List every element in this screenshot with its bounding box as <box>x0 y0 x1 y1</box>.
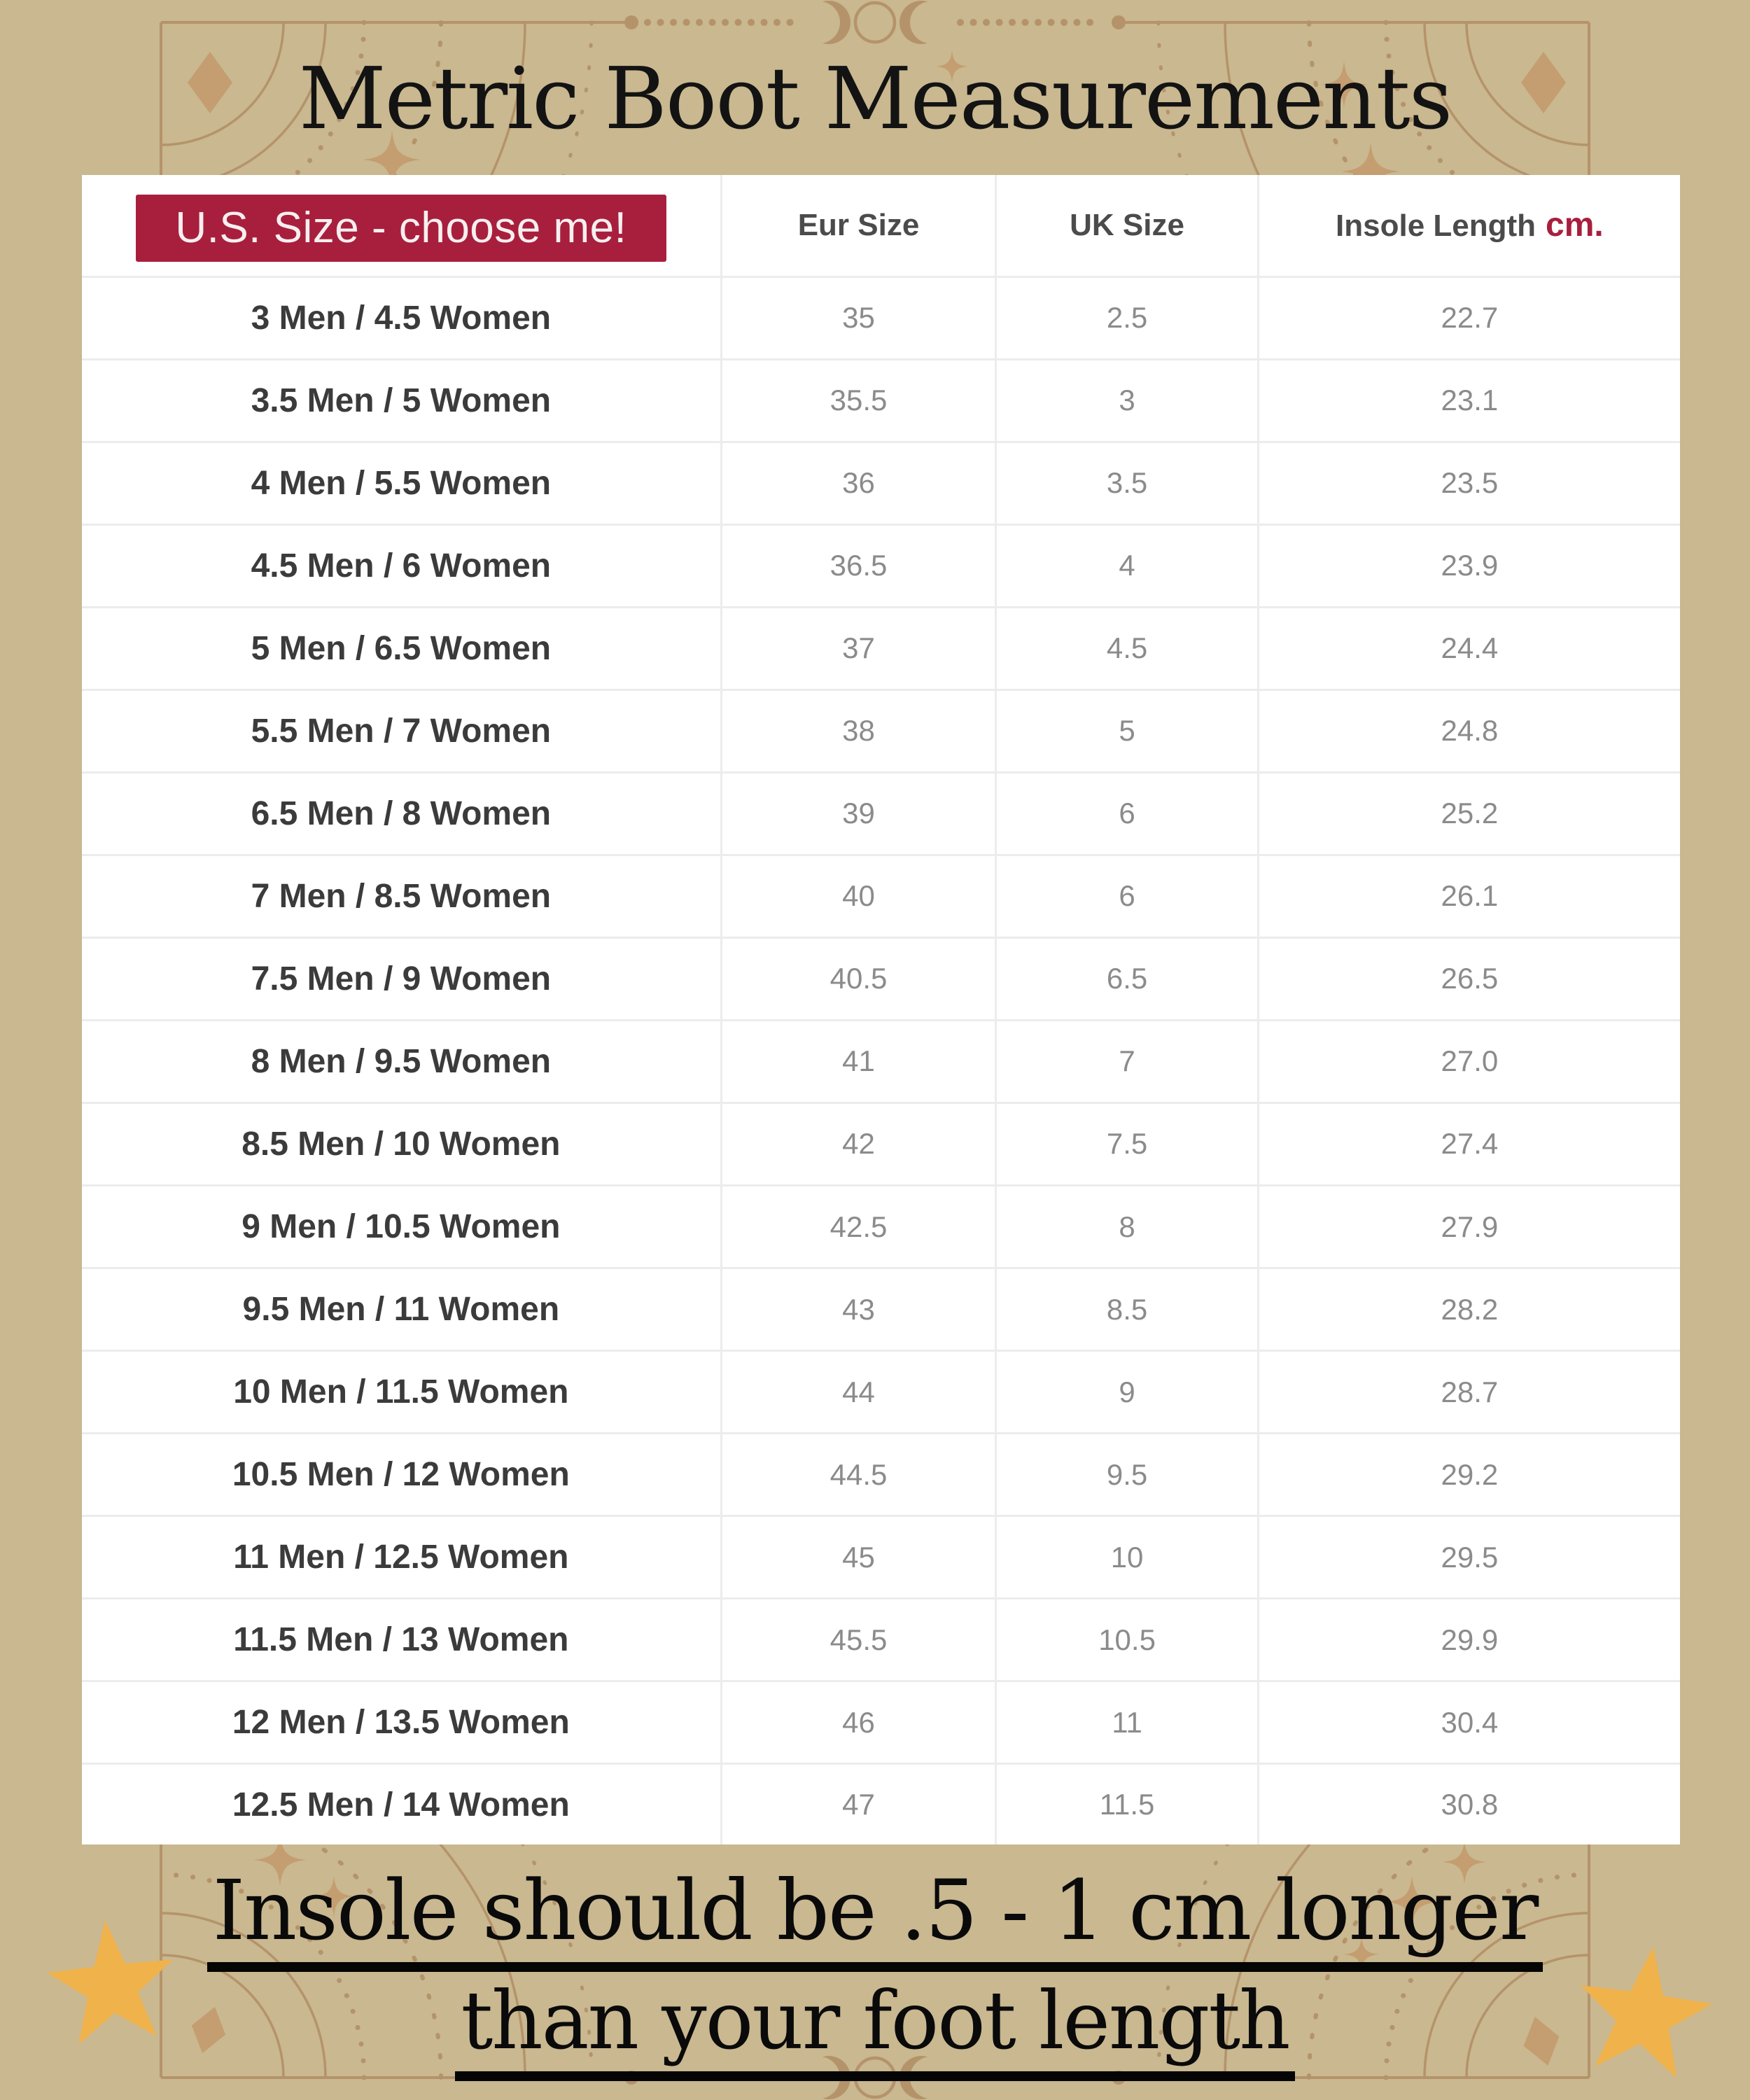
insole-length-cell: 24.4 <box>1258 607 1680 690</box>
uk-size-cell: 2.5 <box>996 276 1258 359</box>
us-size-cell: 10 Men / 11.5 Women <box>82 1351 721 1434</box>
uk-size-cell: 8.5 <box>996 1268 1258 1351</box>
table-row <box>82 1268 1680 1351</box>
eur-size-cell: 38 <box>721 690 996 772</box>
eur-size-cell: 40 <box>721 855 996 937</box>
size-table <box>82 175 1680 1844</box>
table-row <box>82 1102 1680 1185</box>
table-row <box>82 1351 1680 1434</box>
us-size-cell: 4 Men / 5.5 Women <box>82 442 721 524</box>
table-row <box>82 937 1680 1020</box>
us-size-cell: 7 Men / 8.5 Women <box>82 855 721 937</box>
us-size-cell: 6.5 Men / 8 Women <box>82 772 721 855</box>
insole-length-cell: 28.7 <box>1258 1351 1680 1434</box>
uk-size-cell: 8 <box>996 1186 1258 1268</box>
insole-length-cell: 23.1 <box>1258 359 1680 442</box>
eur-size-cell: 35.5 <box>721 359 996 442</box>
us-size-cell: 4.5 Men / 6 Women <box>82 524 721 607</box>
uk-size-cell: 6.5 <box>996 937 1258 1020</box>
eur-size-cell: 36 <box>721 442 996 524</box>
us-size-badge[interactable]: U.S. Size - choose me! <box>136 195 666 262</box>
table-row <box>82 524 1680 607</box>
us-size-cell: 3 Men / 4.5 Women <box>82 276 721 359</box>
us-size-cell: 12 Men / 13.5 Women <box>82 1681 721 1764</box>
eur-size-cell: 40.5 <box>721 937 996 1020</box>
table-row <box>82 1516 1680 1599</box>
eur-size-cell: 36.5 <box>721 524 996 607</box>
header-insole-length <box>1258 175 1680 276</box>
eur-size-cell: 37 <box>721 607 996 690</box>
table-row <box>82 1434 1680 1516</box>
table-row <box>82 1020 1680 1102</box>
table-row <box>82 1186 1680 1268</box>
page-title: Metric Boot Measurements <box>298 49 1452 148</box>
eur-size-cell: 45 <box>721 1516 996 1599</box>
footer-line-1: Insole should be .5 - 1 cm longer <box>207 1866 1544 1972</box>
eur-size-cell: 46 <box>721 1681 996 1764</box>
us-size-cell: 10.5 Men / 12 Women <box>82 1434 721 1516</box>
us-size-cell: 9.5 Men / 11 Women <box>82 1268 721 1351</box>
insole-length-cell: 23.9 <box>1258 524 1680 607</box>
uk-size-cell: 9.5 <box>996 1434 1258 1516</box>
uk-size-cell: 11.5 <box>996 1764 1258 1844</box>
insole-length-cell: 29.2 <box>1258 1434 1680 1516</box>
eur-size-cell: 35 <box>721 276 996 359</box>
us-size-cell: 5.5 Men / 7 Women <box>82 690 721 772</box>
insole-length-cell: 27.4 <box>1258 1102 1680 1185</box>
uk-size-cell: 7 <box>996 1020 1258 1102</box>
eur-size-cell: 45.5 <box>721 1599 996 1681</box>
eur-size-cell: 43 <box>721 1268 996 1351</box>
header-uk-size: UK Size <box>996 175 1258 276</box>
uk-size-cell: 9 <box>996 1351 1258 1434</box>
footer-line-2: than your foot length <box>455 1977 1294 2080</box>
uk-size-cell: 6 <box>996 772 1258 855</box>
eur-size-cell: 41 <box>721 1020 996 1102</box>
insole-length-cell: 30.4 <box>1258 1681 1680 1764</box>
eur-size-cell: 44 <box>721 1351 996 1434</box>
us-size-cell: 5 Men / 6.5 Women <box>82 607 721 690</box>
eur-size-cell: 47 <box>721 1764 996 1844</box>
header-us-size <box>82 175 721 276</box>
table-row <box>82 1681 1680 1764</box>
table-row <box>82 690 1680 772</box>
insole-length-cell: 29.5 <box>1258 1516 1680 1599</box>
uk-size-cell: 3.5 <box>996 442 1258 524</box>
table-row <box>82 1599 1680 1681</box>
insole-unit: cm. <box>1546 206 1604 244</box>
size-table-sheet <box>82 175 1680 1844</box>
us-size-cell: 11.5 Men / 13 Women <box>82 1599 721 1681</box>
table-row <box>82 607 1680 690</box>
insole-length-cell: 30.8 <box>1258 1764 1680 1844</box>
eur-size-cell: 42 <box>721 1102 996 1185</box>
table-row <box>82 772 1680 855</box>
insole-length-cell: 26.5 <box>1258 937 1680 1020</box>
us-size-cell: 3.5 Men / 5 Women <box>82 359 721 442</box>
us-size-cell: 11 Men / 12.5 Women <box>82 1516 721 1599</box>
us-size-cell: 9 Men / 10.5 Women <box>82 1186 721 1268</box>
uk-size-cell: 4.5 <box>996 607 1258 690</box>
insole-length-cell: 29.9 <box>1258 1599 1680 1681</box>
uk-size-cell: 6 <box>996 855 1258 937</box>
us-size-cell: 8.5 Men / 10 Women <box>82 1102 721 1185</box>
table-row <box>82 359 1680 442</box>
insole-length-label: Insole Length <box>1336 209 1536 244</box>
us-size-cell: 12.5 Men / 14 Women <box>82 1764 721 1844</box>
header-row <box>82 175 1680 276</box>
uk-size-cell: 7.5 <box>996 1102 1258 1185</box>
footer-note <box>0 1862 1750 2081</box>
us-size-cell: 7.5 Men / 9 Women <box>82 937 721 1020</box>
table-row <box>82 855 1680 937</box>
uk-size-cell: 4 <box>996 524 1258 607</box>
uk-size-cell: 3 <box>996 359 1258 442</box>
uk-size-cell: 10 <box>996 1516 1258 1599</box>
table-row <box>82 442 1680 524</box>
insole-length-cell: 27.9 <box>1258 1186 1680 1268</box>
eur-size-cell: 44.5 <box>721 1434 996 1516</box>
table-row <box>82 276 1680 359</box>
insole-length-cell: 25.2 <box>1258 772 1680 855</box>
uk-size-cell: 5 <box>996 690 1258 772</box>
header-eur-size: Eur Size <box>721 175 996 276</box>
table-row <box>82 1764 1680 1844</box>
uk-size-cell: 10.5 <box>996 1599 1258 1681</box>
insole-length-cell: 22.7 <box>1258 276 1680 359</box>
us-size-cell: 8 Men / 9.5 Women <box>82 1020 721 1102</box>
insole-length-cell: 28.2 <box>1258 1268 1680 1351</box>
eur-size-cell: 39 <box>721 772 996 855</box>
insole-length-cell: 24.8 <box>1258 690 1680 772</box>
eur-size-cell: 42.5 <box>721 1186 996 1268</box>
insole-length-cell: 23.5 <box>1258 442 1680 524</box>
insole-length-cell: 26.1 <box>1258 855 1680 937</box>
uk-size-cell: 11 <box>996 1681 1258 1764</box>
insole-length-cell: 27.0 <box>1258 1020 1680 1102</box>
